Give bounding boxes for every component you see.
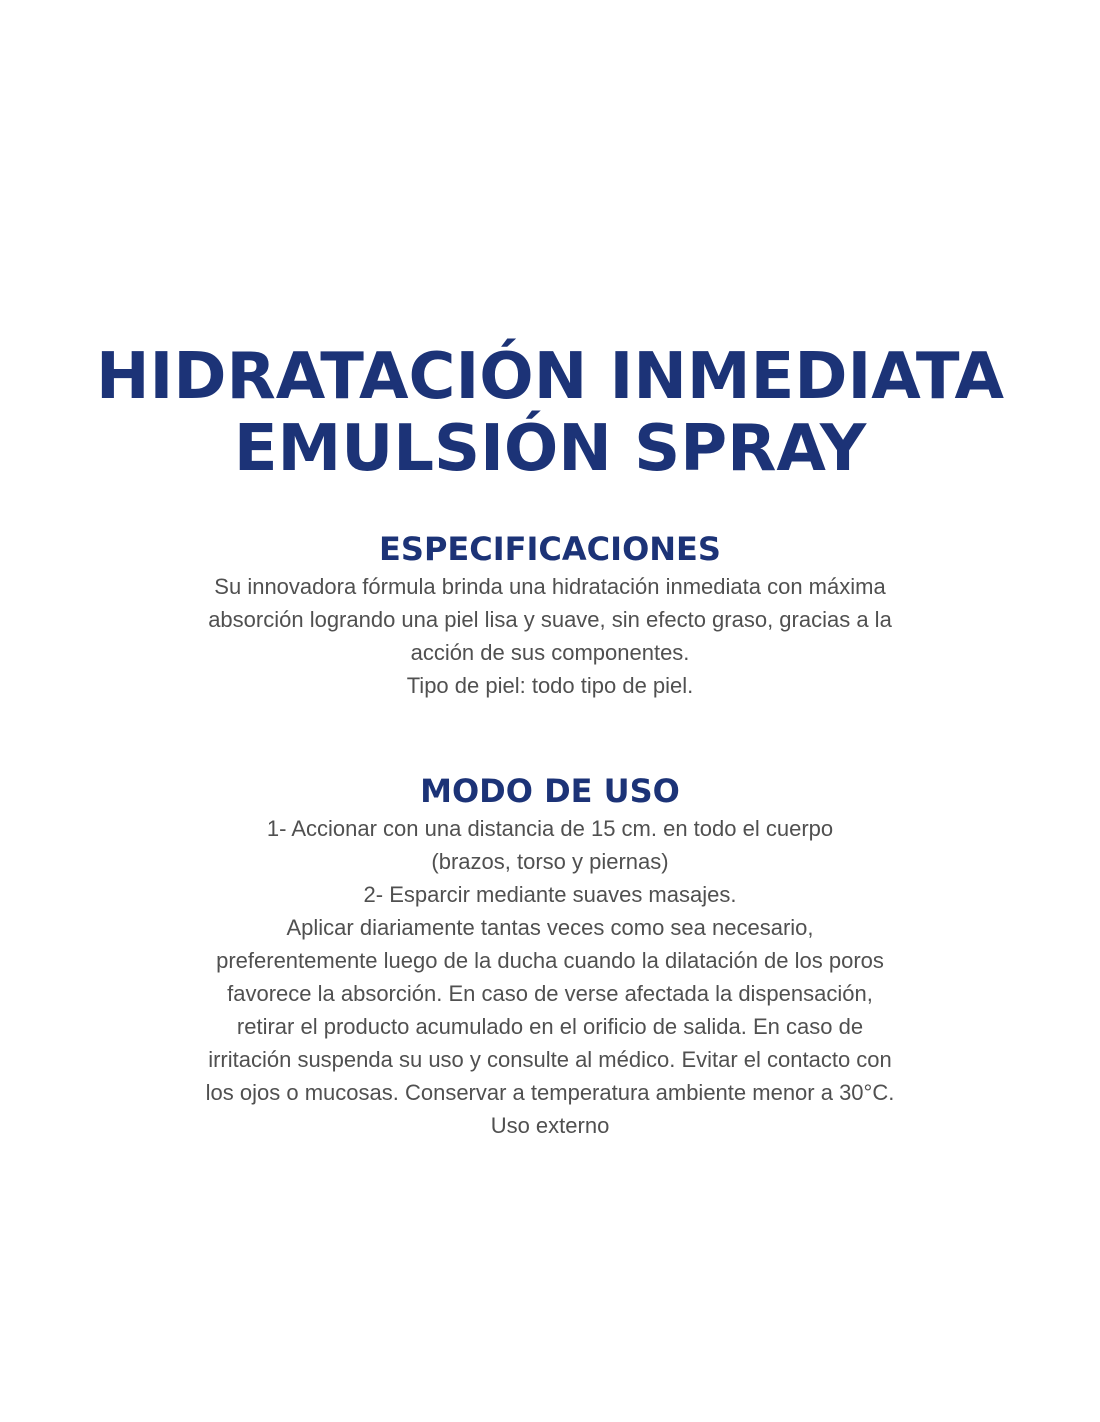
modo-de-uso-line: retirar el producto acumulado en el orificio de salida. En caso de bbox=[236, 1014, 864, 1039]
especificaciones-heading: ESPECIFICACIONES bbox=[379, 530, 721, 568]
product-title-line-1: HIDRATACIÓN INMEDIATA bbox=[95, 340, 1005, 414]
modo-de-uso-step-2: 2- Esparcir mediante suaves masajes. bbox=[363, 882, 737, 907]
modo-de-uso-line: los ojos o mucosas. Conservar a temperatura ambiente menor a 30°C. bbox=[205, 1080, 895, 1105]
modo-de-uso-text bbox=[0, 812, 1100, 1142]
tipo-de-piel-line: Tipo de piel: todo tipo de piel. bbox=[406, 673, 694, 698]
uso-externo-line: Uso externo bbox=[490, 1113, 610, 1138]
especificaciones-line: acción de sus componentes. bbox=[410, 640, 690, 665]
modo-de-uso-line: (brazos, torso y piernas) bbox=[431, 849, 669, 874]
modo-de-uso-line: preferentemente luego de la ducha cuando la dilatación de los poros bbox=[216, 948, 884, 973]
modo-de-uso-step-1: 1- Accionar con una distancia de 15 cm. en todo el cuerpo bbox=[266, 816, 834, 841]
modo-de-uso-heading: MODO DE USO bbox=[420, 772, 680, 810]
especificaciones-line: absorción logrando una piel lisa y suave, sin efecto graso, gracias a la bbox=[208, 607, 892, 632]
modo-de-uso-line: favorece la absorción. En caso de verse afectada la dispensación, bbox=[227, 981, 873, 1006]
modo-de-uso-line: irritación suspenda su uso y consulte al médico. Evitar el contacto con bbox=[208, 1047, 892, 1072]
product-title-line-2: EMULSIÓN SPRAY bbox=[233, 412, 867, 486]
especificaciones-line: Su innovadora fórmula brinda una hidratación inmediata con máxima bbox=[214, 574, 886, 599]
modo-de-uso-line: Aplicar diariamente tantas veces como sea necesario, bbox=[286, 915, 814, 940]
especificaciones-text bbox=[0, 570, 1100, 702]
